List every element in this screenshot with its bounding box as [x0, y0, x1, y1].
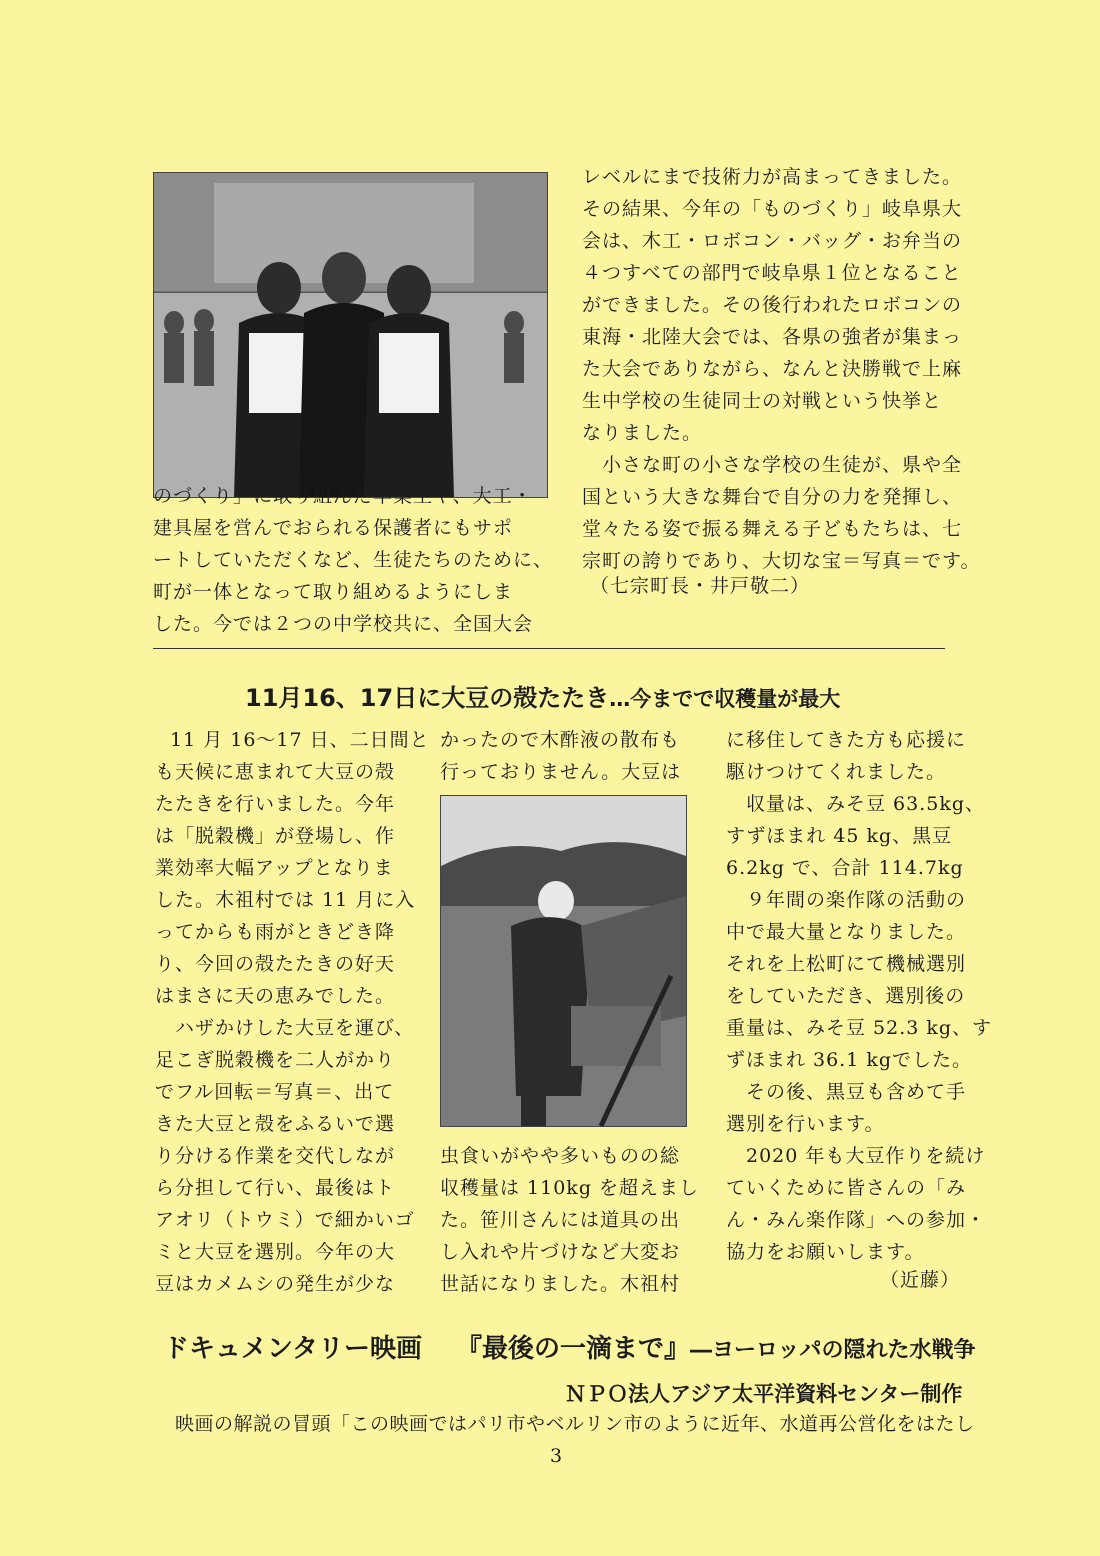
top-left-line-3: ートしていただくなど、生徒たちのために、 [153, 549, 554, 571]
col1-line-8: り、今回の殻たたきの好天 [155, 953, 396, 975]
col1-line-9: はまさに天の恵みでした。 [155, 985, 396, 1007]
top-right-line-9: なりました。 [582, 422, 703, 444]
top-right-line-14: （七宗町長・井戸敬二） [590, 575, 811, 597]
col3-line-12: その後、黒豆も含めて手 [726, 1081, 967, 1103]
col1-line-2: も天候に恵まれて大豆の殻 [155, 761, 396, 783]
col3-line-6: ９年間の楽作隊の活動の [726, 889, 967, 911]
col2-bottom-line-5: 世話になりました。木祖村 [440, 1273, 681, 1295]
top-left-line-5: した。今では２つの中学校共に、全国大会 [153, 613, 534, 635]
col1-line-3: たたきを行いました。今年 [155, 793, 396, 815]
col3-line-14: 2020 年も大豆作りを続け [726, 1145, 986, 1167]
top-right-line-8: 生中学校の生徒同士の対戦という快挙と [582, 390, 943, 412]
film-title-prefix: ドキュメンタリー映画 [163, 1334, 422, 1364]
film-intro: 映画の解説の冒頭「この映画ではパリ市やベルリン市のように近年、水道再公営化をはたし [175, 1413, 975, 1435]
col3-line-15: ていくために皆さんの「み [726, 1177, 967, 1199]
soybean-headline-sub: …今までで収穫量が最大 [609, 687, 841, 711]
col2-bottom-line-3: た。笹川さんには道具の出 [440, 1209, 681, 1231]
top-left-line-4: 町が一体となって取り組めるようにしま [153, 581, 514, 603]
top-right-line-1: レベルにまで技術力が高まってきました。 [582, 166, 963, 188]
col3-line-5: 6.2kg で、合計 114.7kg [726, 857, 964, 879]
top-right-line-13: 宗町の誇りであり、大切な宝＝写真＝です。 [582, 550, 981, 572]
col3-line-16: ん・みん楽作隊」への参加・ [726, 1209, 987, 1231]
photo-threshing-machine [440, 795, 687, 1127]
soybean-headline [245, 678, 840, 713]
soybean-headline-main: 11月16、17日に大豆の殻たたき [245, 684, 610, 712]
col1-line-17: ミと大豆を選別。今年の大 [155, 1241, 396, 1263]
col1-line-7: ってからも雨がときどき降 [155, 921, 396, 943]
col3-line-11: ずほまれ 36.1 kgでした。 [726, 1049, 973, 1071]
col3-line-17: 協力をお願いします。 [726, 1241, 925, 1263]
col1-line-6: した。木祖村では 11 月に入 [155, 889, 416, 911]
col2-top-line-1: かったので木酢液の散布も [440, 729, 681, 751]
col2-bottom-line-4: し入れや片づけなど大変お [440, 1241, 681, 1263]
top-right-line-12: 堂々たる姿で振る舞える子どもたちは、七 [582, 518, 963, 540]
photo-students-with-mayor [153, 172, 548, 498]
col1-line-13: きた大豆と殻をふるいで選 [155, 1113, 396, 1135]
col1-line-18: 豆はカメムシの発生が少な [155, 1273, 396, 1295]
top-right-line-2: その結果、今年の「ものづくり」岐阜県大 [582, 198, 963, 220]
top-left-line-2: 建具屋を営んでおられる保護者にもサポ [153, 517, 514, 539]
film-title-sub: ―ヨーロッパの隠れた水戦争 [689, 1338, 976, 1363]
col3-line-10: 重量は、みそ豆 52.3 kg、す [726, 1017, 993, 1039]
top-right-line-4: ４つすべての部門で岐阜県１位となること [582, 262, 962, 284]
col1-line-1: 11 月 16～17 日、二日間と [170, 729, 430, 751]
top-right-line-5: ができました。その後行われたロボコンの [582, 294, 963, 316]
col3-line-2: 駆けつけてくれました。 [726, 761, 947, 783]
col3-line-8: それを上松町にて機械選別 [726, 953, 967, 975]
film-title-main: 『最後の一滴まで』 [455, 1334, 690, 1364]
col1-line-16: アオリ（トウミ）で細かいゴ [155, 1209, 415, 1231]
col3-line-3: 収量は、みそ豆 63.5kg、 [726, 793, 986, 815]
top-right-line-11: 国という大きな舞台で自分の力を発揮し、 [582, 486, 963, 508]
col1-line-5: 業効率大幅アップとなりま [155, 857, 394, 879]
top-right-line-10: 小さな町の小さな学校の生徒が、県や全 [582, 454, 963, 476]
col1-line-15: ら分担して行い、最後はト [155, 1177, 396, 1199]
col3-line-13: 選別を行います。 [726, 1113, 885, 1135]
col2-top-line-2: 行っておりません。大豆は [440, 761, 682, 783]
col1-line-14: り分ける作業を交代しなが [155, 1145, 396, 1167]
soybean-author: （近藤） [880, 1269, 961, 1291]
col3-line-7: 中で最大量となりました。 [726, 921, 967, 943]
top-right-line-7: た大会でありながら、なんと決勝戦で上麻 [582, 358, 963, 380]
col2-bottom-line-1: 虫食いがやや多いものの総 [440, 1145, 681, 1167]
film-producer: ＮＰＯ法人アジア太平洋資料センター制作 [565, 1382, 963, 1406]
col3-line-4: すずほまれ 45 kg、黒豆 [726, 825, 953, 847]
page-number: 3 [550, 1445, 564, 1467]
col2-bottom-line-2: 収穫量は 110kg を超えまし [440, 1177, 700, 1199]
section-divider [153, 648, 945, 649]
col1-line-4: は「脱穀機」が登場し、作 [155, 825, 396, 847]
col1-line-10: ハザかけした大豆を運び、 [155, 1017, 415, 1039]
col1-line-11: 足こぎ脱穀機を二人がかり [155, 1049, 396, 1071]
top-left-line-1: のづくり」に取り組んだ卒業生や、大工・ [153, 485, 533, 507]
col3-line-1: に移住してきた方も応援に [726, 729, 967, 751]
top-right-line-3: 会は、木工・ロボコン・バッグ・お弁当の [582, 230, 963, 252]
top-right-line-6: 東海・北陸大会では、各県の強者が集まっ [582, 326, 963, 348]
col3-line-9: をしていただき、選別後の [726, 985, 966, 1007]
film-title [163, 1328, 976, 1365]
col1-line-12: でフル回転＝写真＝、出て [155, 1081, 395, 1103]
